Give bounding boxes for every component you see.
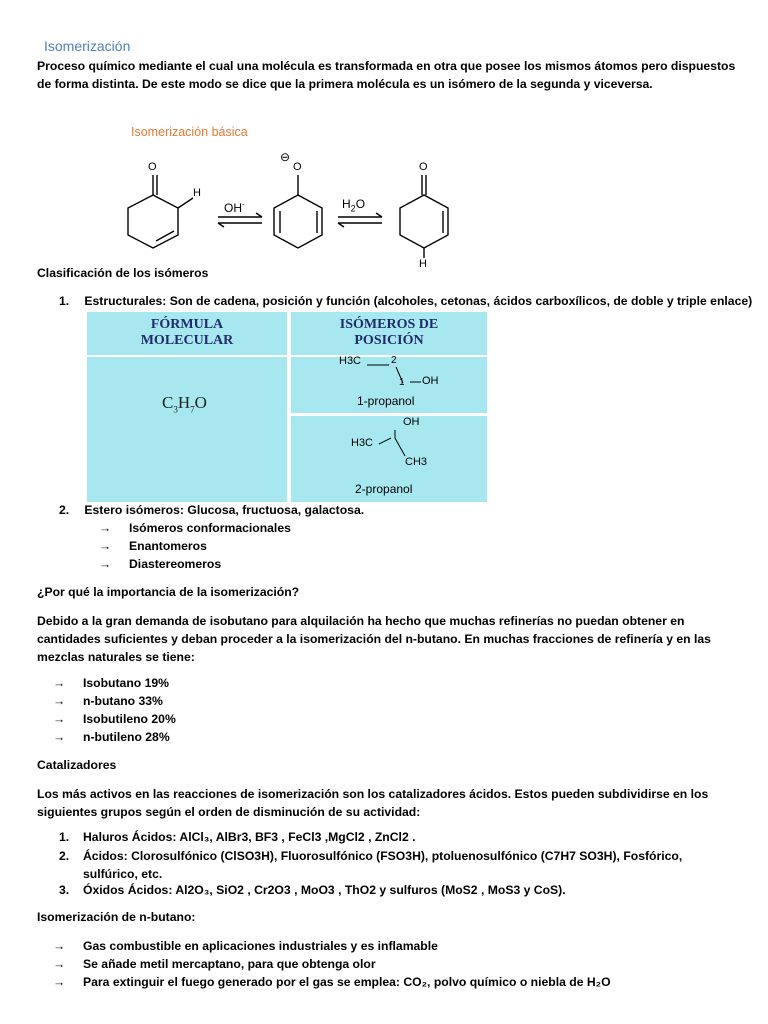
arrow-icon: → [53, 712, 66, 726]
formula-cell [87, 357, 287, 502]
catalyst-item-1 [59, 830, 739, 844]
paragraph-demand: Debido a la gran demanda de isobutano para alquilación ha hecho que muchas refinerías no puedan obtener en cantidades suficientes y deban proceder a la isomerización del n-butano. En muchas fracciones de refinería y en las mezclas naturales se tiene: [37, 614, 711, 664]
h3c-label: H3C [339, 355, 362, 367]
arrow-icon: → [99, 557, 112, 571]
list-number: 1. [59, 830, 70, 844]
charge-symbol: ⊖ [280, 150, 291, 164]
list-item: → Isobutano 19% [53, 676, 170, 690]
cyclohexenone-left [128, 175, 193, 248]
list-item: → n-butano 33% [53, 694, 163, 708]
carbon-1-label: 1 [399, 377, 405, 388]
nbutane-title: Isomerización de n-butano: [37, 910, 196, 924]
o-label-right: O [419, 161, 428, 173]
list-number: 3. [59, 883, 70, 897]
paragraph-catalysts: Los más activos en las reacciones de isomerización son los catalizadores ácidos. Estos pueden subdividirse en los siguientes grupos según el orden de disminución de su actividad: [37, 787, 709, 819]
carbon-2-label: 2 [391, 355, 397, 366]
scheme-title: Isomerización básica [131, 125, 248, 139]
isomer-name-1: 1-propanol [357, 394, 415, 408]
list-item: → Isobutileno 20% [53, 712, 176, 726]
list-number: 1. [59, 294, 70, 308]
catalyst-item-3 [59, 883, 739, 897]
oh-label: OH [403, 416, 420, 428]
list-text: Estero isómeros: Glucosa, fructuosa, galactosa. [84, 503, 365, 517]
page-title: Isomerización [44, 38, 131, 54]
catalysts-title: Catalizadores [37, 758, 117, 772]
arrow-icon: → [53, 957, 66, 971]
cyclohexenone-right [400, 175, 448, 258]
arrow-icon: → [99, 539, 112, 553]
ch3-label: CH3 [405, 456, 428, 468]
arrow-icon: → [53, 730, 66, 744]
catalyst-item-2 [59, 847, 739, 883]
reagent-water: $H_2O$ [342, 197, 366, 214]
isomer-table [87, 312, 487, 502]
h3c-label: H3C [351, 437, 374, 449]
h-label-right: H [419, 258, 427, 270]
list-text: Estructurales: Son de cadena, posición y función (alcoholes, cetonas, ácidos carboxílicos, de doble y triple enlace) [84, 294, 753, 308]
section-question: ¿Por qué la importancia de la isomerización? [37, 585, 300, 599]
enolate-middle [274, 175, 322, 248]
list-text: Ácidos: Clorosulfónico (ClSO3H), Fluorosulfónico (FSO3H), ptoluenosulfónico (C7H7 SO3H), Fosfórico, sulfúrico, etc. [83, 849, 683, 881]
arrow-icon: → [53, 694, 66, 708]
table-header-formula: FÓRMULA MOLECULAR [87, 312, 287, 355]
list-item: → Enantomeros [99, 539, 207, 553]
list-item: → Para extinguir el fuego generado por el gas se emplea: CO₂, polvo químico o niebla de H₂O [53, 975, 611, 989]
classification-title: Clasificación de los isómeros [37, 266, 209, 280]
list-item: → Gas combustible en aplicaciones industriales y es inflamable [53, 939, 438, 953]
list-text: Haluros Ácidos: AlCl₃, AlBr3, BF3 , FeCl3 ,MgCl2 , ZnCl2 . [83, 830, 416, 844]
list-item: → Isómeros conformacionales [99, 521, 291, 535]
isomer-2-cell [291, 416, 487, 502]
list-item: → Se añade metil mercaptano, para que obtenga olor [53, 957, 376, 971]
arrow-icon: → [53, 676, 66, 690]
class-item-1 [59, 294, 752, 308]
isomer-name-2: 2-propanol [355, 482, 413, 496]
list-number: 2. [59, 503, 70, 517]
arrow-icon: → [53, 975, 66, 989]
arrow-icon: → [99, 521, 112, 535]
list-item: → Diastereomeros [99, 557, 222, 571]
o-label-left: O [148, 161, 157, 173]
list-number: 2. [59, 849, 70, 863]
h-label-left: H [193, 187, 201, 199]
oh-label: OH [422, 375, 439, 387]
reagent-hydroxide: OH- [224, 200, 245, 215]
table-header-isomers: ISÓMEROS DE POSICIÓN [291, 312, 487, 355]
intro-paragraph: Proceso químico mediante el cual una molécula es transformada en otra que posee los mismos átomos pero dispuestos de forma distinta. De este modo se dice que la primera molécula es un isómero de la segunda y viceversa. [37, 59, 736, 91]
molecular-formula: $C_3H_7O$ [162, 393, 207, 415]
equilibrium-arrow-2 [338, 213, 382, 227]
arrow-icon: → [53, 939, 66, 953]
isomer-1-cell [291, 357, 487, 413]
list-item: → n-butileno 28% [53, 730, 170, 744]
equilibrium-arrow-1 [218, 213, 262, 227]
class-item-2 [59, 503, 364, 517]
o-label-mid: O [293, 161, 302, 173]
list-text: Óxidos Ácidos: Al2O₃, SiO2 , Cr2O3 , MoO3 , ThO2 y sulfuros (MoS2 , MoS3 y CoS). [83, 883, 566, 897]
